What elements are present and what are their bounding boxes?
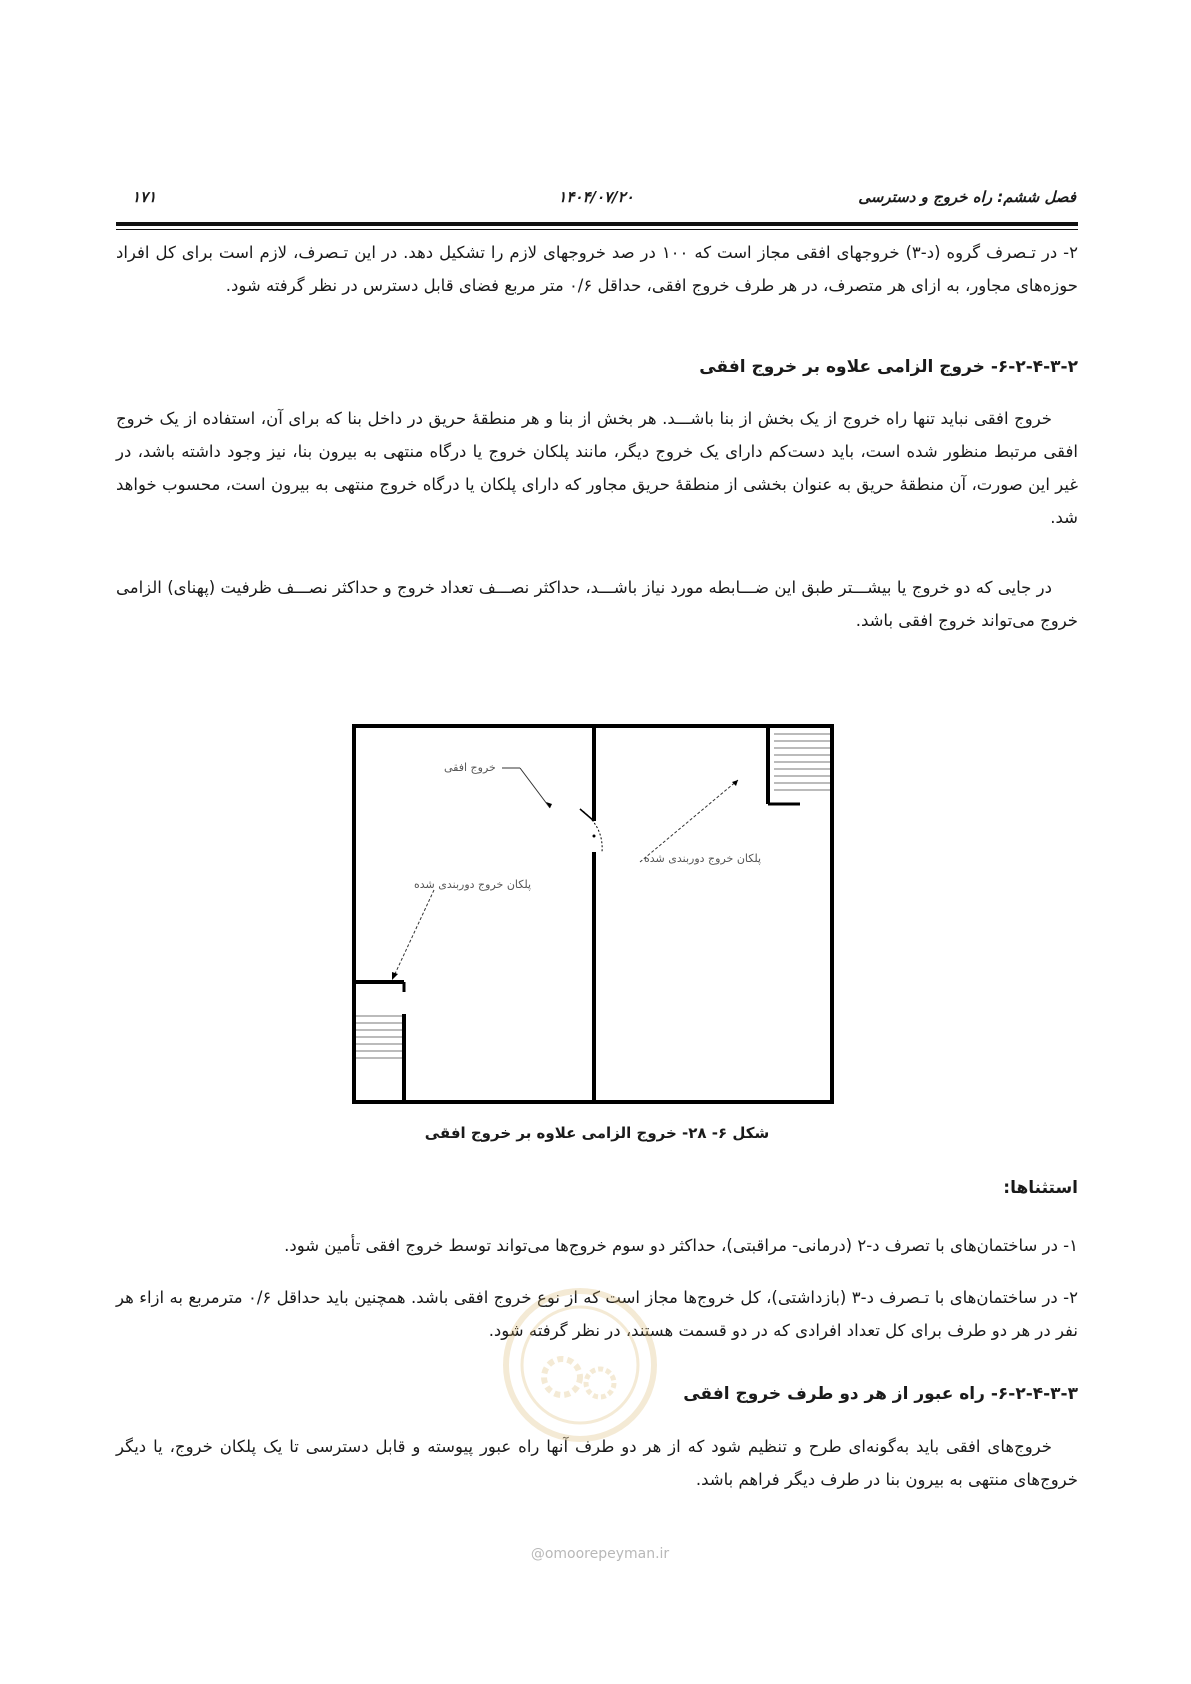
left-stair-treads <box>356 1016 402 1058</box>
exceptions-heading: استثناها: <box>1003 1178 1078 1198</box>
section-heading-passage: ۶-۲-۴-۳-۳- راه عبور از هر دو طرف خروج افقی <box>683 1384 1078 1404</box>
right-stair-treads <box>774 734 830 790</box>
label-right-enclosed-stair: پلکان خروج دوربندی شده <box>644 852 762 865</box>
paragraph-horizontal-exit-rule: خروج افقی نباید تنها راه خروج از یک بخش از بنا باشـــد. هر بخش از بنا و هر منطقهٔ حریق در داخل بنا که برای آن، استفاده از یک خروج افقی مرتبط منظور شده است، باید دست‌کم دارای یک خروج دیگر، مانند پلکان خروج یا درگاه منتهی به بیرون بنا، نیز وجود داشته باشد، در غیر این صورت، آن منطقهٔ حریق به عنوان بخشی از منطقهٔ حریق مجاور که دارای پلکان یا درگاه خروج منتهی به بیرون است، محسوب خواهد شد. <box>116 409 1078 527</box>
exception-2: ۲- در ساختمان‌های با تـصرف د-۳ (بازداشتی)، کل خروج‌ها مجاز است که از نوع خروج افقی باشد. همچنین باید حداقل ۰/۶ مترمربع به ازاء هر نفر در هر دو طرف برای کل تعداد افرادی که در دو قسمت هستند، در نظر گرفته شود. <box>116 1288 1079 1340</box>
figure-caption: شکل ۶- ۲۸- خروج الزامی علاوه بر خروج افقی <box>424 1124 770 1142</box>
header-rule-thick <box>116 222 1078 226</box>
door-swing-arc <box>580 809 602 852</box>
figure-floor-plan <box>352 724 834 1104</box>
section-heading-required-exit: ۶-۲-۴-۳-۲- خروج الزامی علاوه بر خروج افقی <box>699 357 1078 377</box>
exception-1: ۱- در ساختمان‌های با تصرف د-۲ (درمانی- مراقبتی)، حداکثر دو سوم خروج‌ها می‌تواند توسط خروج افقی تأمین شود. <box>284 1236 1078 1255</box>
floor-plan-drawing <box>352 724 834 1104</box>
page-header <box>116 188 1076 212</box>
watermark-text: @omoorepeyman.ir <box>530 1546 670 1562</box>
header-date: ۱۴۰۴/۰۷/۲۰ <box>558 188 634 206</box>
paragraph-passage-both-sides: خروج‌های افقی باید به‌گونه‌ای طرح و تنظیم شود که از هر دو طرف آنها راه عبور پیوسته و قابل دسترسی تا یک پلکان خروج، یا دیگر خروج‌های منتهی به بیرون بنا در طرف دیگر فراهم باشد. <box>116 1437 1078 1489</box>
paragraph-occupancy-d3: ۲- در تـصرف گروه (د-۳) خروجهای افقی مجاز است که ۱۰۰ در صد خروجهای لازم را تشکیل دهد. در این تـصرف، لازم است برای کل افراد حوزه‌های مجاور، به ازای هر متصرف، در هر طرف خروج افقی، حداقل ۰/۶ متر مربع فضای قابل دسترس در نظر گرفته شود. <box>116 243 1078 295</box>
paragraph-half-capacity: در جایی که دو خروج یا بیشـــتر طبق این ضـــابطه مورد نیاز باشـــد، حداکثر نصـــف تعداد خروج و حداکثر نصـــف ظرفیت (پهنای) الزامی خروج می‌تواند خروج افقی باشد. <box>116 578 1078 630</box>
leader-horizontal-exit <box>520 768 550 808</box>
watermark-seal <box>500 1285 660 1445</box>
leader-left-stair <box>394 890 434 976</box>
label-horizontal-exit: خروج افقی <box>444 761 496 774</box>
header-rule-thin <box>116 229 1078 230</box>
page-number: ۱۷۱ <box>132 188 157 206</box>
chapter-title: فصل ششم: راه خروج و دسترسی <box>858 188 1076 206</box>
leader-right-stair <box>640 780 738 862</box>
label-left-enclosed-stair: پلکان خروج دوربندی شده <box>414 878 532 891</box>
